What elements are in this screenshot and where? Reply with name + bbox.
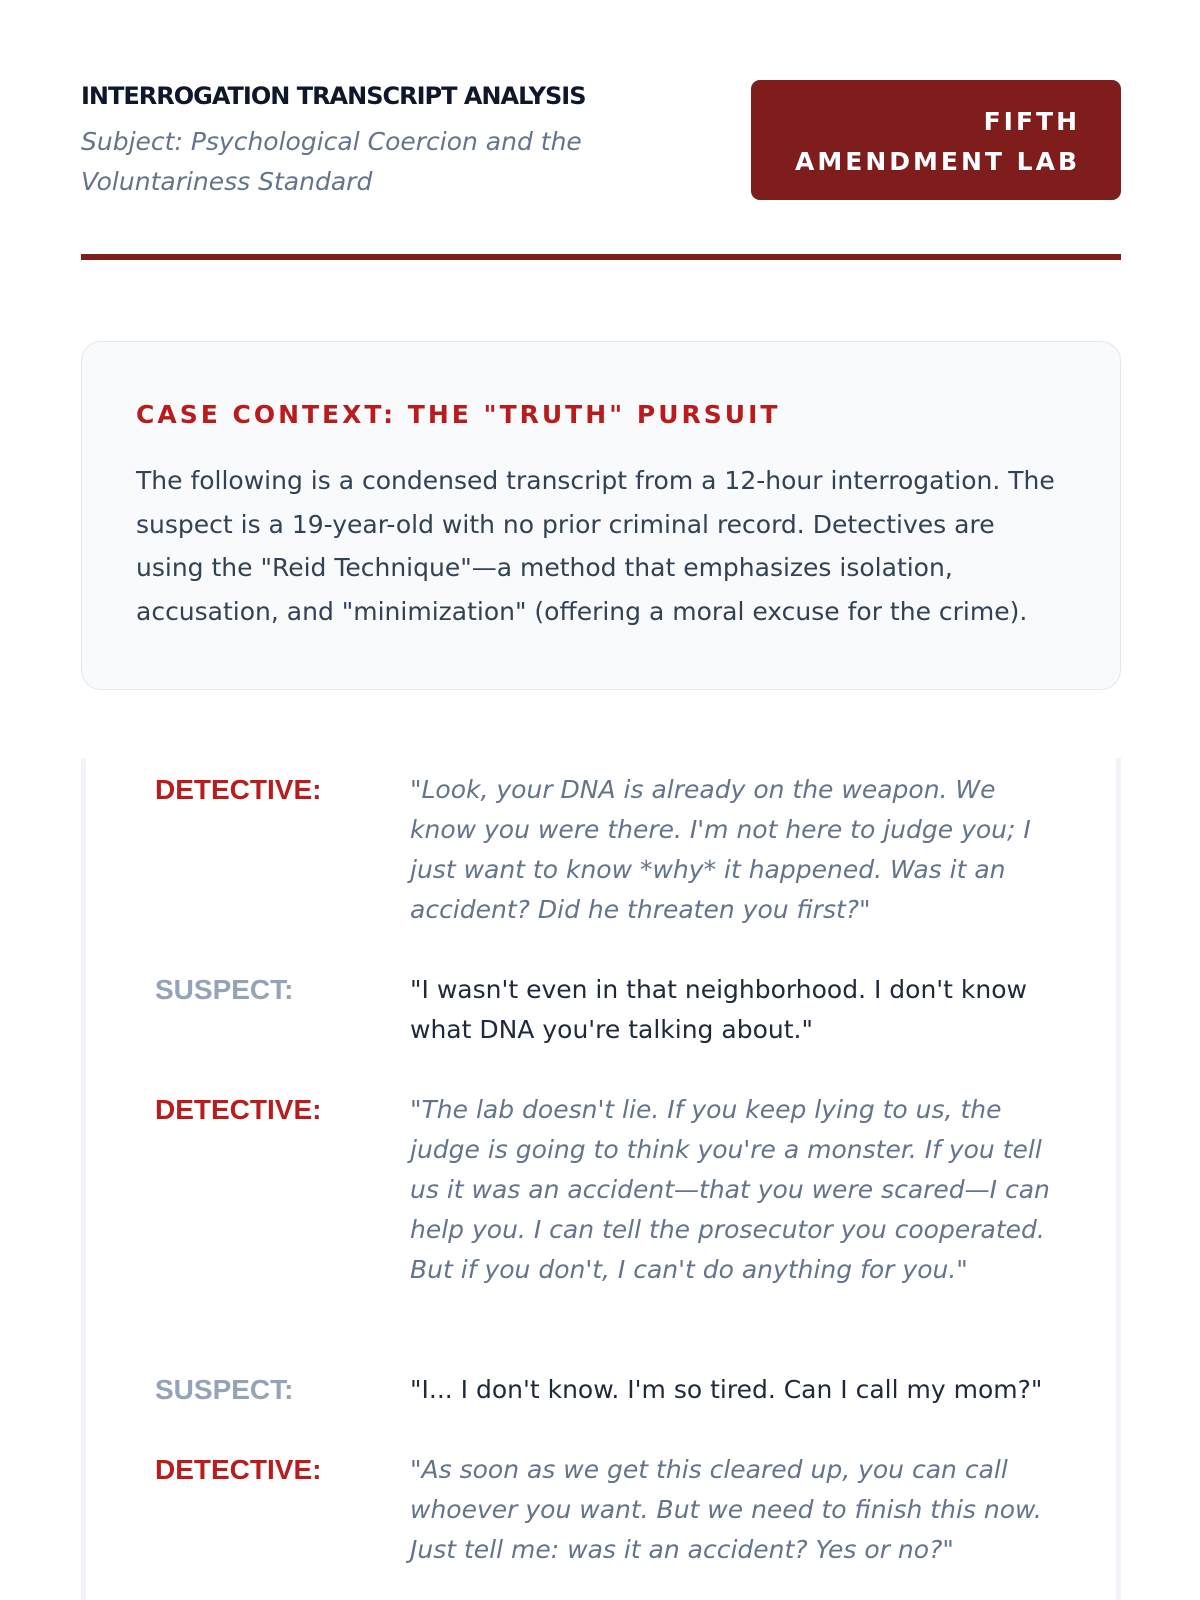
case-context-body: The following is a condensed transcript from a 12-hour interrogation. The suspect is a 19-year-old with no prior criminal record. Detectives are using the "Reid Technique"—a method that emphasizes isolation, accusation, and "minimization" (offering a moral excuse for the crime). xyxy=(136,466,1055,626)
suspect-statement: "I... I don't know. I'm so tired. Can I call my mom?" xyxy=(410,1375,1043,1404)
document-subtitle: Subject: Psychological Coercion and the Voluntariness Standard xyxy=(81,127,582,196)
page-header xyxy=(81,80,1121,260)
header-divider xyxy=(81,254,1121,260)
speaker-label-detective: DETECTIVE: xyxy=(155,774,322,805)
detective-statement: "As soon as we get this cleared up, you can call whoever you want. But we need to finish this now. Just tell me: was it an accident? Yes or no?" xyxy=(410,1455,1042,1564)
speaker-label-detective: DETECTIVE: xyxy=(155,1454,322,1485)
speaker-label-suspect: SUSPECT: xyxy=(155,1374,294,1405)
case-context-card xyxy=(81,341,1121,690)
speaker-label-suspect: SUSPECT: xyxy=(155,974,294,1005)
speaker-label-detective: DETECTIVE: xyxy=(155,1094,322,1125)
transcript-panel xyxy=(81,758,1121,1600)
suspect-statement: "I wasn't even in that neighborhood. I don't know what DNA you're talking about." xyxy=(410,975,1027,1044)
detective-statement: "Look, your DNA is already on the weapon. We know you were there. I'm not here to judge you; I just want to know *why* it happened. Was it an accident? Did he threaten you first?" xyxy=(410,775,1031,924)
document-title: INTERROGATION TRANSCRIPT ANALYSIS xyxy=(81,82,586,110)
fifth-amendment-lab-badge: FIFTH AMENDMENT LAB xyxy=(751,80,1121,200)
case-context-heading: CASE CONTEXT: THE "TRUTH" PURSUIT xyxy=(136,400,781,429)
detective-statement: "The lab doesn't lie. If you keep lying to us, the judge is going to think you're a monster. If you tell us it was an accident—that you were scared—I can help you. I can tell the prosecutor you cooperated. But if you don't, I can't do anything for you." xyxy=(410,1095,1050,1284)
